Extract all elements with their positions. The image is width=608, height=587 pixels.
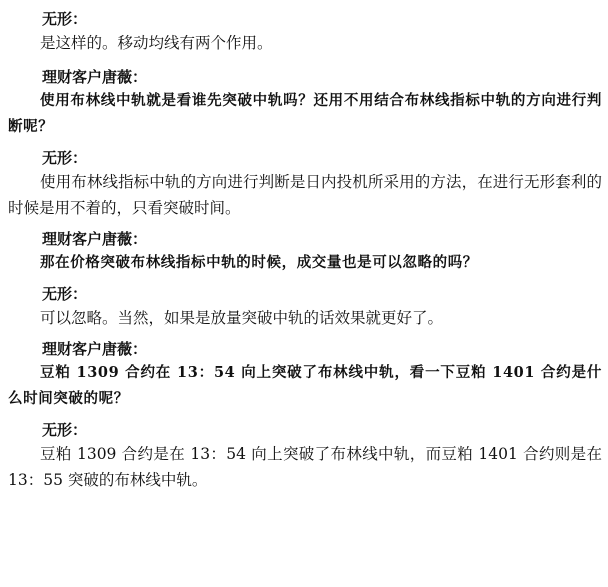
speaker-label: 无形： [42,149,88,167]
dialogue-block [8,147,602,221]
dialogue-text: 那在价格突破布林线指标中轨的时候，成交量也是可以忽略的吗？ [40,254,478,271]
dialogue-text: 豆粕 1309 合约在 13：54 向上突破了布林线中轨，看一下豆粕 1401 合约是什么时间突破的呢？ [8,364,602,407]
dialogue-block [8,283,602,331]
dialogue-text: 可以忽略。当然，如果是放量突破中轨的话效果就更好了。 [40,309,444,327]
dialogue-text: 使用布林线中轨就是看谁先突破中轨吗？还用不用结合布林线指标中轨的方向进行判断呢？ [8,92,602,135]
speaker-label: 理财客户唐薇： [42,230,148,248]
dialogue-block [8,419,602,493]
speaker-label: 理财客户唐薇： [42,340,148,358]
speaker-label: 无形： [42,10,88,28]
dialogue-text: 是这样的。移动均线有两个作用。 [40,34,273,52]
dialogue-text: 使用布林线指标中轨的方向进行判断是日内投机所采用的方法，在进行无形套利的时候是用不着的，只看突破时间。 [8,173,602,217]
dialogue-block [8,228,602,276]
dialogue-block [8,8,602,56]
dialogue-block [8,338,602,412]
speaker-label: 理财客户唐薇： [42,68,148,86]
speaker-label: 无形： [42,285,88,303]
dialogue-block [8,66,602,140]
dialogue-text: 豆粕 1309 合约是在 13：54 向上突破了布林线中轨，而豆粕 1401 合约则是在 13：55 突破的布林线中轨。 [8,445,602,489]
speaker-label: 无形： [42,421,88,439]
